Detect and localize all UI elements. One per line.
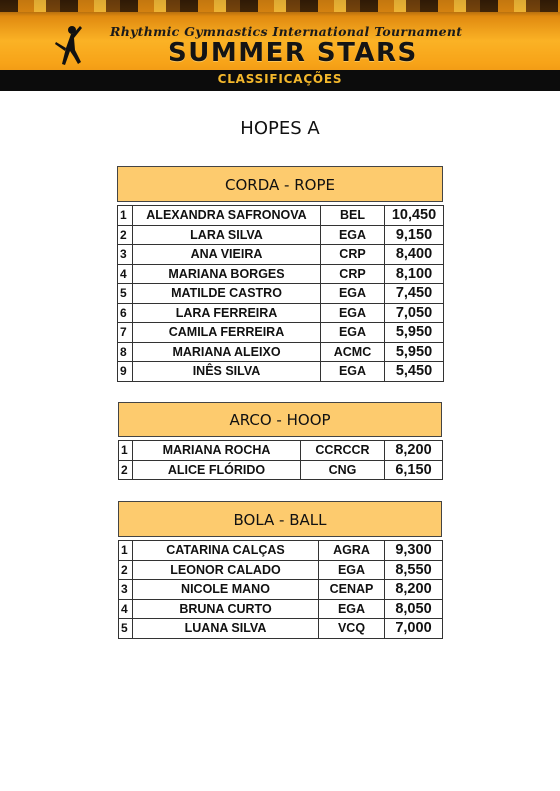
header-banner xyxy=(0,0,560,91)
score-cell: 10,450 xyxy=(385,206,444,226)
rank-cell: 8 xyxy=(118,342,133,362)
athlete-name: CATARINA CALÇAS xyxy=(133,541,319,561)
results-table xyxy=(118,540,443,639)
score-cell: 5,950 xyxy=(385,342,444,362)
rank-cell: 1 xyxy=(118,206,133,226)
athlete-name: MATILDE CASTRO xyxy=(133,284,321,304)
score-cell: 7,050 xyxy=(385,303,444,323)
rank-cell: 3 xyxy=(119,580,133,600)
club-cell: CCRCCR xyxy=(301,441,385,461)
rank-cell: 9 xyxy=(118,362,133,382)
athlete-name: MARIANA BORGES xyxy=(133,264,321,284)
club-cell: EGA xyxy=(321,362,385,382)
athlete-name: LARA SILVA xyxy=(133,225,321,245)
club-cell: VCQ xyxy=(319,619,385,639)
athlete-name: ALICE FLÓRIDO xyxy=(133,460,301,480)
club-cell: CNG xyxy=(301,460,385,480)
score-cell: 8,050 xyxy=(385,599,443,619)
rank-cell: 4 xyxy=(118,264,133,284)
rank-cell: 2 xyxy=(119,560,133,580)
club-cell: EGA xyxy=(321,284,385,304)
score-cell: 8,100 xyxy=(385,264,444,284)
club-cell: AGRA xyxy=(319,541,385,561)
club-cell: EGA xyxy=(319,599,385,619)
athlete-name: BRUNA CURTO xyxy=(133,599,319,619)
table-row xyxy=(119,441,443,461)
athlete-name: INÊS SILVA xyxy=(133,362,321,382)
score-cell: 6,150 xyxy=(385,460,443,480)
club-cell: EGA xyxy=(321,323,385,343)
score-cell: 7,450 xyxy=(385,284,444,304)
gymnast-icon xyxy=(52,24,86,68)
club-cell: EGA xyxy=(319,560,385,580)
club-cell: ACMC xyxy=(321,342,385,362)
section-rope xyxy=(117,166,443,382)
section-title: CORDA - ROPE xyxy=(117,166,443,202)
rank-cell: 5 xyxy=(118,284,133,304)
rank-cell: 4 xyxy=(119,599,133,619)
score-cell: 8,200 xyxy=(385,441,443,461)
score-cell: 8,400 xyxy=(385,245,444,265)
club-cell: EGA xyxy=(321,225,385,245)
score-cell: 5,450 xyxy=(385,362,444,382)
athlete-name: CAMILA FERREIRA xyxy=(133,323,321,343)
club-cell: CRP xyxy=(321,245,385,265)
athlete-name: LARA FERREIRA xyxy=(133,303,321,323)
table-row xyxy=(118,303,444,323)
table-row xyxy=(118,264,444,284)
score-cell: 9,150 xyxy=(385,225,444,245)
rank-cell: 1 xyxy=(119,441,133,461)
table-row xyxy=(119,541,443,561)
athlete-name: MARIANA ALEIXO xyxy=(133,342,321,362)
club-cell: BEL xyxy=(321,206,385,226)
event-title: SUMMER STARS xyxy=(168,38,418,68)
athlete-name: NICOLE MANO xyxy=(133,580,319,600)
tournament-name: Rhythmic Gymnastics International Tournament xyxy=(110,24,463,39)
results-table xyxy=(118,440,443,480)
page-title: HOPES A xyxy=(240,118,320,139)
table-row xyxy=(118,284,444,304)
athlete-name: ALEXANDRA SAFRONOVA xyxy=(133,206,321,226)
rank-cell: 3 xyxy=(118,245,133,265)
club-cell: CRP xyxy=(321,264,385,284)
table-row xyxy=(118,245,444,265)
classifications-label: CLASSIFICAÇÕES xyxy=(217,72,343,86)
club-cell: CENAP xyxy=(319,580,385,600)
athlete-name: LUANA SILVA xyxy=(133,619,319,639)
athlete-name: MARIANA ROCHA xyxy=(133,441,301,461)
score-cell: 9,300 xyxy=(385,541,443,561)
table-row xyxy=(119,580,443,600)
section-title: ARCO - HOOP xyxy=(118,402,442,437)
table-row xyxy=(119,560,443,580)
score-cell: 5,950 xyxy=(385,323,444,343)
section-ball xyxy=(118,501,442,639)
rank-cell: 5 xyxy=(119,619,133,639)
rank-cell: 1 xyxy=(119,541,133,561)
section-hoop xyxy=(118,402,442,480)
score-cell: 8,200 xyxy=(385,580,443,600)
table-row xyxy=(118,206,444,226)
rank-cell: 7 xyxy=(118,323,133,343)
score-cell: 8,550 xyxy=(385,560,443,580)
table-row xyxy=(118,362,444,382)
banner-stripe xyxy=(0,0,560,12)
results-table xyxy=(117,205,444,382)
rank-cell: 2 xyxy=(118,225,133,245)
rank-cell: 2 xyxy=(119,460,133,480)
athlete-name: LEONOR CALADO xyxy=(133,560,319,580)
section-title: BOLA - BALL xyxy=(118,501,442,537)
table-row xyxy=(119,599,443,619)
table-row xyxy=(118,225,444,245)
table-row xyxy=(119,460,443,480)
rank-cell: 6 xyxy=(118,303,133,323)
table-row xyxy=(118,323,444,343)
athlete-name: ANA VIEIRA xyxy=(133,245,321,265)
club-cell: EGA xyxy=(321,303,385,323)
table-row xyxy=(118,342,444,362)
table-row xyxy=(119,619,443,639)
score-cell: 7,000 xyxy=(385,619,443,639)
